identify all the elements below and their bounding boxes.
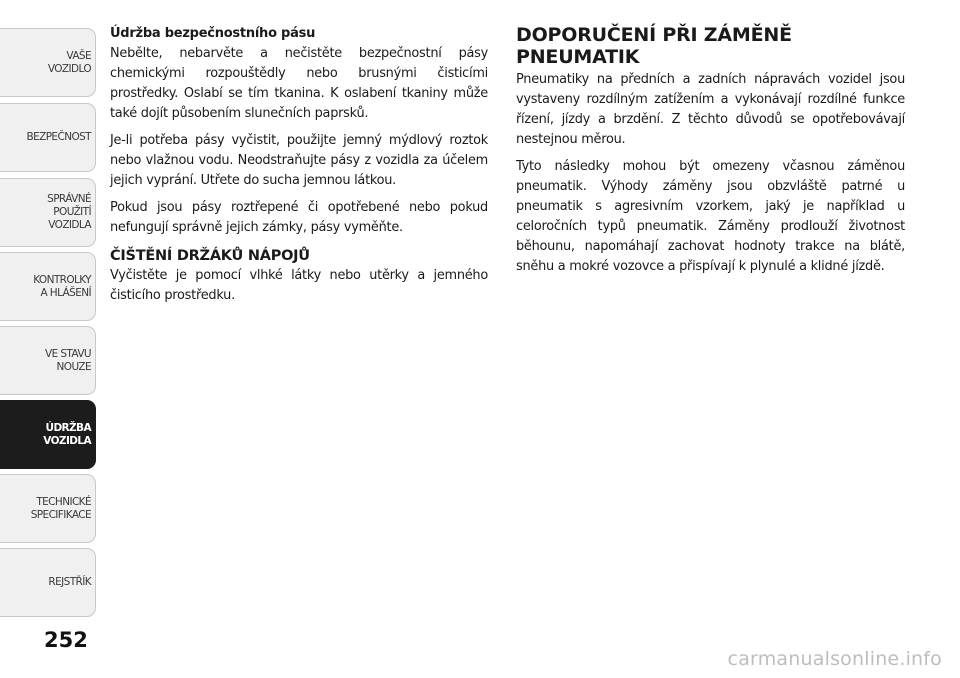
seatbelt-paragraph-2: Je-li potřeba pásy vyčistit, použijte jemný mýdlový roztok nebo vlažnou vodu. Neodstraňujte pásy z vozidla za účelem jejich vyprání. Utřete do sucha jemnou látkou. [110, 133, 488, 188]
page-number: 252 [44, 628, 88, 652]
seatbelt-maintenance-heading: Údržba bezpečnostního pásu [110, 26, 316, 41]
right-column [516, 24, 905, 284]
cup-holder-paragraph: Vyčistěte je pomocí vlhké látky nebo utěrky a jemného čisticího prostředku. [110, 268, 488, 303]
tab-ve-stavu-nouze[interactable]: VE STAVU NOUZE [0, 326, 96, 395]
seatbelt-paragraph-1: Nebělte, nebarvěte a nečistěte bezpečnostní pásy chemickými rozpouštědly nebo brusnými čisticími prostředky. Oslabí se tím tkanina. K oslabení tkaniny může také dojít působením slunečních paprsků. [110, 46, 488, 121]
tab-technicke-specifikace[interactable]: TECHNICKÉ SPECIFIKACE [0, 474, 96, 543]
tire-rotation-paragraph-2: Tyto následky mohou být omezeny včasnou záměnou pneumatik. Výhody záměny jsou obzvláště patrné u pneumatik s agresivním vzorkem, jaký je například u celoročních typů pneumatik. Záměny prodlouží životnost běhounu, napomáhají zachovat hodnoty trakce na blátě, sněhu a mokré vozovce a přispívají k plynulé a klidné jízdě. [516, 159, 905, 274]
tab-rejstrik[interactable]: REJSTŘÍK [0, 548, 96, 617]
tab-vase-vozidlo[interactable]: VAŠE VOZIDLO [0, 28, 96, 97]
tire-rotation-title: DOPORUČENÍ PŘI ZÁMĚNĚ PNEUMATIK [516, 24, 792, 68]
tire-rotation-paragraph-1: Pneumatiky na předních a zadních nápravách vozidel jsou vystaveny rozdílným zatížením a vykonávají rozdílné funkce řízení, jízdy a brzdění. Z těchto důvodů se opotřebovávají nestejnou měrou. [516, 72, 905, 147]
left-column [110, 24, 488, 313]
tab-udrzba-vozidla[interactable]: ÚDRŽBA VOZIDLA [0, 400, 96, 469]
seatbelt-paragraph-3: Pokud jsou pásy roztřepené či opotřebené nebo pokud nefungují správně jejich zámky, pásy vyměňte. [110, 200, 488, 235]
cup-holder-cleaning-heading: ČIŠTĚNÍ DRŽÁKŮ NÁPOJŮ [110, 248, 310, 264]
tab-bezpecnost[interactable]: BEZPEČNOST [0, 103, 96, 172]
tab-kontrolky-a-hlaseni[interactable]: KONTROLKY A HLÁŠENÍ [0, 252, 96, 321]
tab-spravne-pouziti-vozidla[interactable]: SPRÁVNÉ POUŽITÍ VOZIDLA [0, 178, 96, 247]
watermark: carmanualsonline.info [727, 648, 942, 670]
